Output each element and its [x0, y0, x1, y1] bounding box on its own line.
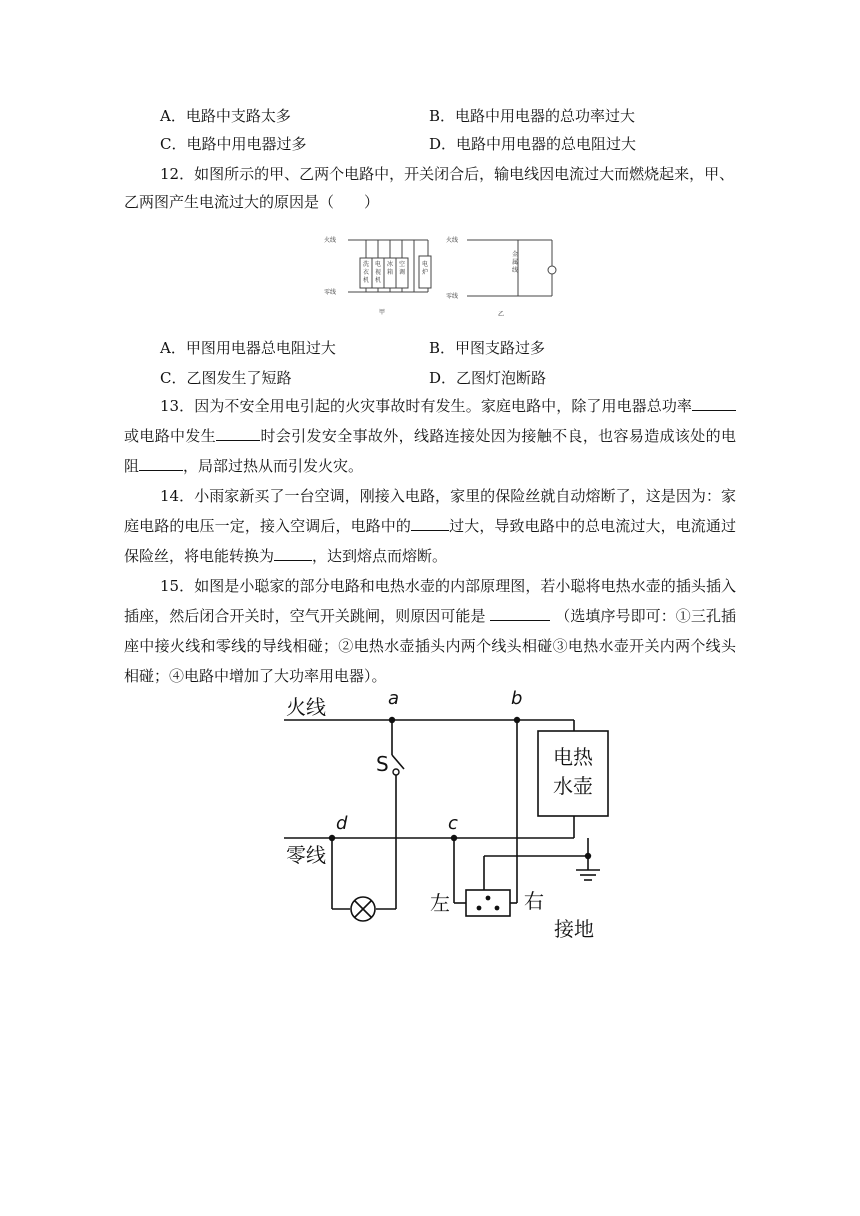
q14-paragraph [124, 481, 736, 571]
q15-label-lingxian: 零线 [286, 843, 326, 867]
q13-blank-3[interactable] [139, 453, 183, 471]
q11-option-b: B．电路中用电器的总功率过大 [429, 107, 636, 125]
q15-node-b: b [511, 688, 523, 709]
q14-text-3: ，达到熔点而熔断。 [312, 547, 448, 565]
q13-blank-1[interactable] [692, 393, 736, 411]
q15-blank[interactable] [490, 603, 550, 621]
q12-fig-app-1: 电视机 [375, 261, 382, 284]
q12-fig-huoxian-b: 火线 [446, 237, 459, 244]
q15-node-d: d [336, 813, 348, 834]
q11-option-c: C．电路中用电器过多 [160, 135, 307, 153]
q11-option-a: A．电路中支路太多 [160, 107, 291, 125]
q12-option-a: A．甲图用电器总电阻过大 [160, 339, 336, 357]
q12-fig-huoxian: 火线 [324, 237, 337, 244]
q12-fig-lingxian-b: 零线 [446, 293, 459, 300]
q11-option-d: D．电路中用电器的总电阻过大 [429, 135, 637, 153]
q12-fig-app-0: 洗衣机 [363, 261, 370, 284]
q13-text-5: ，局部过热从而引发火灾。 [183, 457, 364, 475]
q12-fig-app-3: 空调 [399, 261, 406, 276]
q15-paragraph [124, 571, 736, 691]
q12-fig-jinshuxian-text: 金属线 [512, 251, 519, 274]
q13-blank-2[interactable] [216, 423, 260, 441]
q12-fig-lingxian: 零线 [324, 289, 337, 296]
q12-option-c: C．乙图发生了短路 [160, 369, 292, 387]
q15-kettle-line2: 水壶 [553, 774, 593, 798]
q15-label-right: 右 [524, 889, 544, 913]
q12-fig-jia: 甲 [379, 309, 386, 316]
q15-kettle-line1: 电热 [553, 745, 593, 769]
q12-fig-jinshuxian [512, 250, 518, 274]
q15-label-left: 左 [430, 891, 450, 915]
q12-option-d: D．乙图灯泡断路 [429, 369, 547, 387]
q13-paragraph [124, 391, 736, 481]
q12-stem-line2: 乙两图产生电流过大的原因是（ ） [124, 193, 380, 211]
q13-text-1: 13．因为不安全用电引起的火灾事故时有发生。家庭电路中，除了用电器总功率 [160, 397, 692, 415]
q13-text-4: 阻 [124, 457, 140, 475]
q15-label-huoxian: 火线 [286, 695, 326, 719]
q14-text-2: 过大，导致电路中的总电流过大，电流通过保险丝，将电能转换为 [124, 517, 736, 565]
q15-node-a: a [388, 688, 400, 709]
q13-text-3: 时会引发安全事故外，线路连接处因为接触不良，也容易造成该处的电 [260, 427, 736, 445]
q14-text-1: 14．小雨家新买了一台空调，刚接入电路，家里的保险丝就自动熔断了，这是因为：家庭电路的电压一定，接入空调后，电路中的 [124, 487, 736, 535]
q12-fig-app-2: 冰箱 [387, 261, 394, 276]
q14-blank-1[interactable] [411, 513, 449, 531]
q13-text-2: 或电路中发生 [124, 427, 217, 445]
q15-node-c: c [448, 813, 458, 834]
q15-label-switch: S [376, 752, 389, 776]
q12-fig-luzi-text: 电炉 [422, 261, 429, 276]
q15-text-1: 15．如图是小聪家的部分电路和电热水壶的内部原理图，若小聪将电热水壶的插头插入插座，然后闭合开关时，空气开关跳闸，则原因可能是 [124, 577, 736, 625]
q14-blank-2[interactable] [274, 543, 312, 561]
q12-option-b: B．甲图支路过多 [429, 339, 546, 357]
q12-fig-yi: 乙 [498, 311, 505, 318]
q15-text-2: （选填序号即可：①三孔插座中接火线和零线的导线相碰；②电热水壶插头内两个线头相碰③电热水壶开关内两个线头相碰；④电路中增加了大功率用电器）。 [124, 607, 736, 685]
q12-stem-line1: 12．如图所示的甲、乙两个电路中，开关闭合后，输电线因电流过大而燃烧起来，甲、 [160, 165, 735, 183]
q15-label-ground: 接地 [554, 917, 594, 941]
q15-circuit-figure [270, 684, 630, 946]
q12-figure [322, 228, 574, 322]
